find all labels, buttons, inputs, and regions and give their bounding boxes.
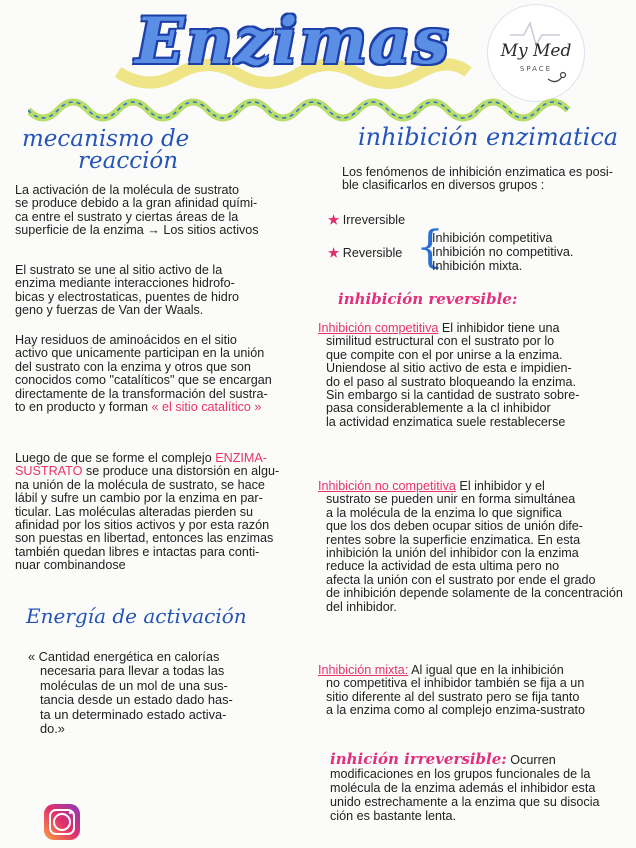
text-line: sustrato se pueden unir en forma simultánea <box>326 492 576 507</box>
text-line: son puestas en libertad, entonces las enzimas <box>15 531 274 546</box>
text-line: afecta la unión con el sustrato por ende el grado <box>326 572 596 587</box>
text-line: conocidos como "catalíticos" que se encargan <box>15 373 272 388</box>
page-title <box>108 2 478 102</box>
text-line: que los dos deben ocupar sitios de unión dife- <box>326 519 583 534</box>
text-line: a la molécula de la enzima lo que significa <box>326 505 562 520</box>
text-line: « Cantidad energética en calorías <box>28 649 220 664</box>
instagram-ring <box>53 813 71 831</box>
competitiva-label: Inhibición competitiva <box>318 321 439 335</box>
text-line: El inhibidor tiene una <box>441 321 560 335</box>
quote-energia <box>28 650 288 736</box>
my-med-space-logo <box>487 4 585 102</box>
text-line: lábil y sufre un cambio por la enzima en par- <box>15 491 263 506</box>
enzima-label: ENZIMA- <box>215 451 268 465</box>
text-line: Inhibición no competitiva. <box>432 245 574 259</box>
text-line: Ocurren <box>510 753 556 767</box>
text-line: sitio diferente al del sustrato pero se fija tanto <box>326 689 580 704</box>
heading-energia: Energía de activación <box>26 604 247 628</box>
text-line: Luego de que se forme el complejo <box>15 451 212 465</box>
text-line: Inhibición competitiva <box>432 231 553 245</box>
text-line: do.» <box>40 721 65 737</box>
heading-mecanismo: mecanismo de <box>22 126 190 152</box>
text-line: bicas y electrostaticas, puentes de hidro <box>15 289 240 304</box>
text-line: de inhibición depende solamente de la concentración <box>326 586 623 601</box>
text-line: también quedan libres e intactas para conti- <box>15 544 260 559</box>
list-reversible <box>328 247 402 260</box>
paragraph-activacion <box>15 184 300 238</box>
mixta-label: Inhibición mixta: <box>318 663 409 677</box>
paragraph-complejo <box>15 452 300 573</box>
text-line: modificaciones en los grupos funcionales de la <box>330 767 591 781</box>
text-line: activo que unicamente participan en la unión <box>15 346 265 361</box>
text-line: nuar combinandose <box>15 558 126 573</box>
brace-icon: { <box>416 222 444 273</box>
text-line: unido estrechamente a la enzima que su disocia <box>330 795 600 809</box>
text-line: se produce debido a la gran afinidad quími- <box>15 196 258 211</box>
text-line: Los fenómenos de inhibición enzimatica es posi- <box>342 165 613 179</box>
text-line: El sustrato se une al sitio activo de la <box>15 263 223 277</box>
logo-line2: SPACE <box>519 65 553 73</box>
irreversible-label: inhición irreversible: <box>330 750 507 768</box>
reversible-types <box>432 231 632 273</box>
text-line: geno y fuerzas de Van der Waals. <box>15 303 204 318</box>
text-line: superficie de la enzima → Los sitios activos <box>15 223 259 238</box>
text-line: Sin embargo si la cantidad de sustrato sobre- <box>326 388 580 403</box>
text-line: Reversible <box>342 246 403 260</box>
text-line: reduce la actividad de esta ultima pero no <box>326 559 560 574</box>
text-line: afinidad por los sitios activos y por esta razón <box>15 518 270 533</box>
text-line: ca entre el sustrato y ciertas áreas de la <box>15 209 239 224</box>
text-line: Irreversible <box>342 213 406 227</box>
instagram-icon[interactable] <box>44 804 80 840</box>
text-line: se produce una distorsión en algu- <box>85 464 280 479</box>
star-icon: ★ <box>328 213 340 227</box>
star-icon: ★ <box>328 246 340 260</box>
sustrato-label: SUSTRATO <box>15 464 83 479</box>
text-line: na unión de la molécula de sustrato, se hace <box>15 477 265 492</box>
text-line: enzima mediante interacciones hidrofo- <box>15 276 235 291</box>
text-line: rentes sobre la superficie enzimatica. En esta <box>326 532 581 547</box>
text-line: del sustrato con la enzima y otros que son <box>15 359 251 374</box>
text-line: ticular. Las moléculas alteradas pierden su <box>15 504 254 519</box>
text-line: que compite con el por unirse a la enzima. <box>326 347 563 362</box>
paragraph-residuos <box>15 334 300 414</box>
text-line: la actividad enzimatica suele restablecerse <box>326 414 566 429</box>
quote-sitio-catalitico: « el sitio catalítico » <box>151 400 262 415</box>
paragraph-intro <box>342 166 632 193</box>
text-line: El inhibidor y el <box>459 479 545 493</box>
title-text: Enzimas <box>135 4 451 79</box>
paragraph-competitiva <box>318 322 633 429</box>
text-line: Uniendose al sitio activo de esta e impidien- <box>326 361 572 376</box>
text-line: ta un determinado estado activa- <box>40 706 227 722</box>
text-line: inhibición la unión del inhibidor con la enzima <box>326 546 579 561</box>
text-line: molécula de la enzima además el inhibidor esta <box>330 781 596 795</box>
instagram-dot <box>69 811 72 814</box>
text-line: a la enzima como al complejo enzima-sustrato <box>326 703 585 718</box>
text-line: Al igual que en la inhibición <box>411 663 564 677</box>
paragraph-sustrato <box>15 264 300 318</box>
text-line: moléculas de un mol de una sus- <box>40 677 228 693</box>
text-line: necesaria para llevar a todas las <box>40 663 225 679</box>
text-line: no competitiva el inhibidor también se fija a un <box>326 676 585 691</box>
text-line: ción es bastante lenta. <box>330 809 457 823</box>
logo-line1: My Med <box>500 41 572 61</box>
paragraph-mixta <box>318 664 633 718</box>
text-line: ble clasificarlos en diversos grupos : <box>342 178 545 193</box>
text-line: pasa considerablemente a la cl inhibidor <box>326 401 551 416</box>
paragraph-no-competitiva <box>318 480 633 614</box>
heading-inhibicion: inhibición enzimatica <box>358 123 619 151</box>
heading-reaccion: reacción <box>78 148 179 174</box>
text-line: Inhibición mixta. <box>432 259 523 273</box>
text-line: del inhibidor. <box>326 599 397 614</box>
text-line: to en producto y forman <box>15 400 149 415</box>
text-line: La activación de la molécula de sustrato <box>15 183 240 197</box>
paragraph-irreversible <box>330 752 635 823</box>
text-line: tancia desde un estado dado has- <box>40 692 233 708</box>
list-irreversible <box>328 214 405 227</box>
text-line: do el paso al sustrato bloqueando la enzima. <box>326 374 576 389</box>
no-competitiva-label: Inhibición no competitiva <box>318 479 456 493</box>
heading-inhibicion-reversible: inhibición reversible: <box>338 290 518 308</box>
text-line: directamente de la transformación del sustra- <box>15 386 268 401</box>
text-line: similitud estructural con el sustrato por lo <box>326 334 555 349</box>
text-line: Hay residuos de aminoácidos en el sitio <box>15 333 237 347</box>
